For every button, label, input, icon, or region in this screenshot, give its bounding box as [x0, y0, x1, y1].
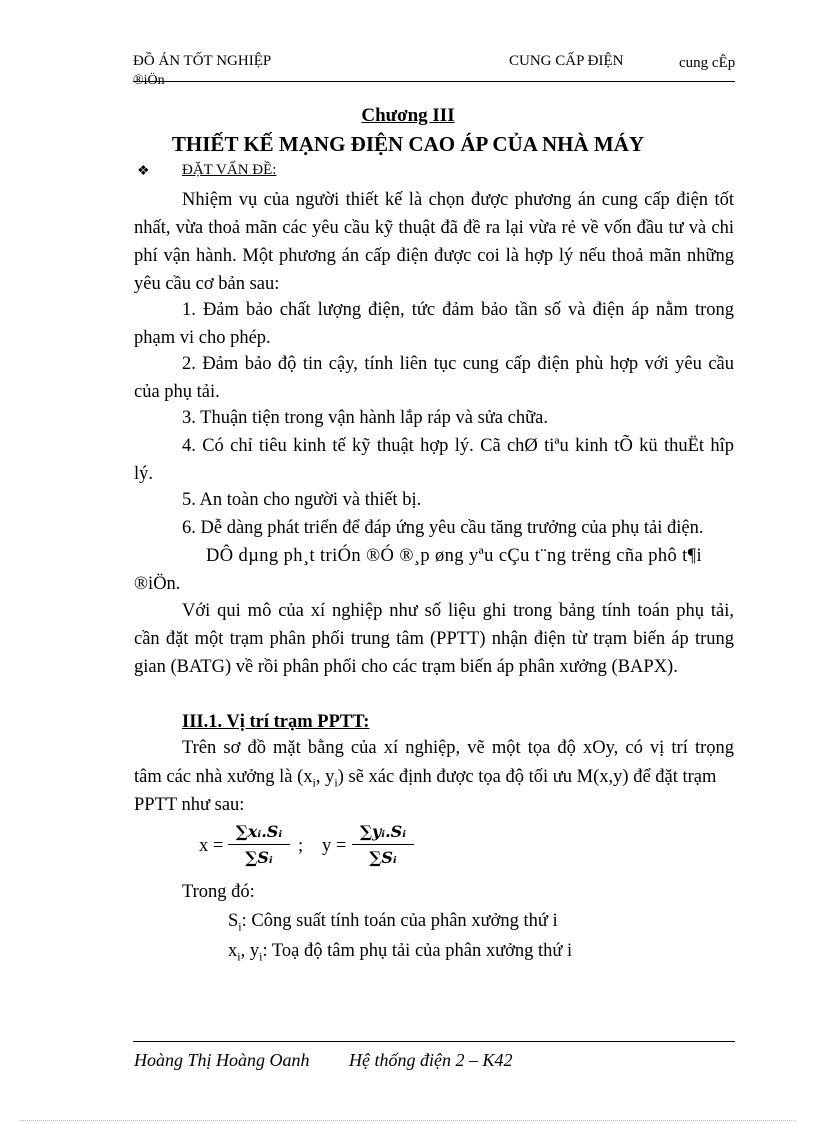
footer-author: Hoàng Thị Hoàng Oanh [134, 1050, 310, 1070]
list-item-5: 5. An toàn cho người và thiết bị. [182, 490, 422, 510]
header-rule [133, 81, 735, 82]
header-left: ĐỒ ÁN TỐT NGHIỆP [133, 53, 272, 69]
formula-separator: ; [298, 836, 304, 856]
list-item-6: 6. Dễ dàng phát triển để đáp ứng yêu cầu tăng trưởng của phụ tải điện. [182, 518, 704, 538]
list-item-4: 4. Có chỉ tiêu kinh tế kỹ thuật hợp lý. Cã chØ tiªu kinh tÕ kü thuËt hîp [182, 436, 734, 456]
formula-x-denominator: ∑Sᵢ [245, 848, 273, 867]
header-right: cung cÊp [679, 55, 736, 71]
section-para-line-2: tâm các nhà xưởng là ($x_i$, $y_i$) sẽ xác định được tọa độ tối ưu M(x,y) để đặt trạm [134, 767, 717, 790]
formula-y-denominator: ∑Sᵢ [369, 848, 397, 867]
formula-x-numerator: ∑xᵢ.Sᵢ [235, 822, 283, 841]
diamond-bullet-icon: ❖ [137, 164, 150, 179]
formula-y-numerator: ∑yᵢ.Sᵢ [359, 822, 407, 841]
formula-x-fraction [228, 822, 290, 867]
list-item-2-cont: của phụ tải. [134, 382, 220, 402]
formula-x-label: x = [199, 836, 224, 856]
section-heading: III.1. Vị trí trạm PPTT: [182, 712, 370, 732]
intro-para-line-4: yêu cầu cơ bản sau: [134, 274, 280, 294]
garbled-line-cont: ®iÖn. [134, 574, 181, 594]
chapter-title: THIẾT KẾ MẠNG ĐIỆN CAO ÁP CỦA NHÀ MÁY [171, 132, 645, 156]
intro-para-line-2: nhất, vừa thoả mãn các yêu cầu kỹ thuật đã đề ra lại vừa rẻ về vốn đầu tư và chi [134, 218, 734, 238]
para2-line-1: Với qui mô của xí nghiệp như số liệu ghi trong bảng tính toán phụ tải, [182, 601, 734, 621]
footer-course: Hệ thống điện 2 – K42 [349, 1050, 513, 1070]
header-center: CUNG CẤP ĐIỆN [509, 53, 624, 69]
footer-rule [133, 1041, 735, 1042]
para2-line-3: gian (BATG) về rồi phân phối cho các trạm biến áp phân xưởng (BAPX). [134, 657, 678, 677]
header-overflow: ®iÖn [133, 73, 165, 88]
intro-para-line-1: Nhiệm vụ của người thiết kế là chọn được phương án cung cấp điện tốt [182, 190, 734, 210]
definition-s: $S_i$: Công suất tính toán của phân xưởng thứ i [228, 911, 558, 934]
section-para-line-1: Trên sơ đồ mặt bằng của xí nghiệp, vẽ một tọa độ xOy, có vị trí trọng [182, 738, 734, 758]
page-bottom-rule [20, 1120, 796, 1121]
list-item-3: 3. Thuận tiện trong vận hành lắp ráp và sửa chữa. [182, 408, 548, 428]
list-item-1: 1. Đảm bảo chất lượng điện, tức đảm bảo tần số và điện áp nằm trong [182, 300, 734, 320]
chapter-label: Chương III [361, 105, 455, 126]
formula-y-label: y = [322, 836, 347, 856]
para2-line-2: cần đặt một trạm phân phối trung tâm (PPTT) nhận điện từ trạm biến áp trung [134, 629, 734, 649]
list-item-4-cont: lý. [134, 464, 154, 484]
intro-heading: ĐẶT VẤN ĐỀ: [182, 162, 277, 178]
where-label: Trong đó: [182, 882, 255, 902]
list-item-2: 2. Đảm bảo độ tin cậy, tính liên tục cung cấp điện phù hợp với yêu cầu [182, 354, 734, 374]
list-item-1-cont: phạm vi cho phép. [134, 328, 271, 348]
intro-para-line-3: phí vận hành. Một phương án cấp điện được coi là hợp lý nếu thoả mãn những [134, 246, 734, 266]
definition-xy: $x_i$, $y_i$: Toạ độ tâm phụ tải của phân xưởng thứ i [228, 941, 573, 964]
garbled-line: DÔ dµng ph¸t triÓn ®Ó ®¸p øng yªu cÇu t¨ng trëng cña phô t¶i [206, 546, 703, 566]
formula-y-fraction [352, 822, 414, 867]
section-para-line-3: PPTT như sau: [134, 795, 245, 815]
